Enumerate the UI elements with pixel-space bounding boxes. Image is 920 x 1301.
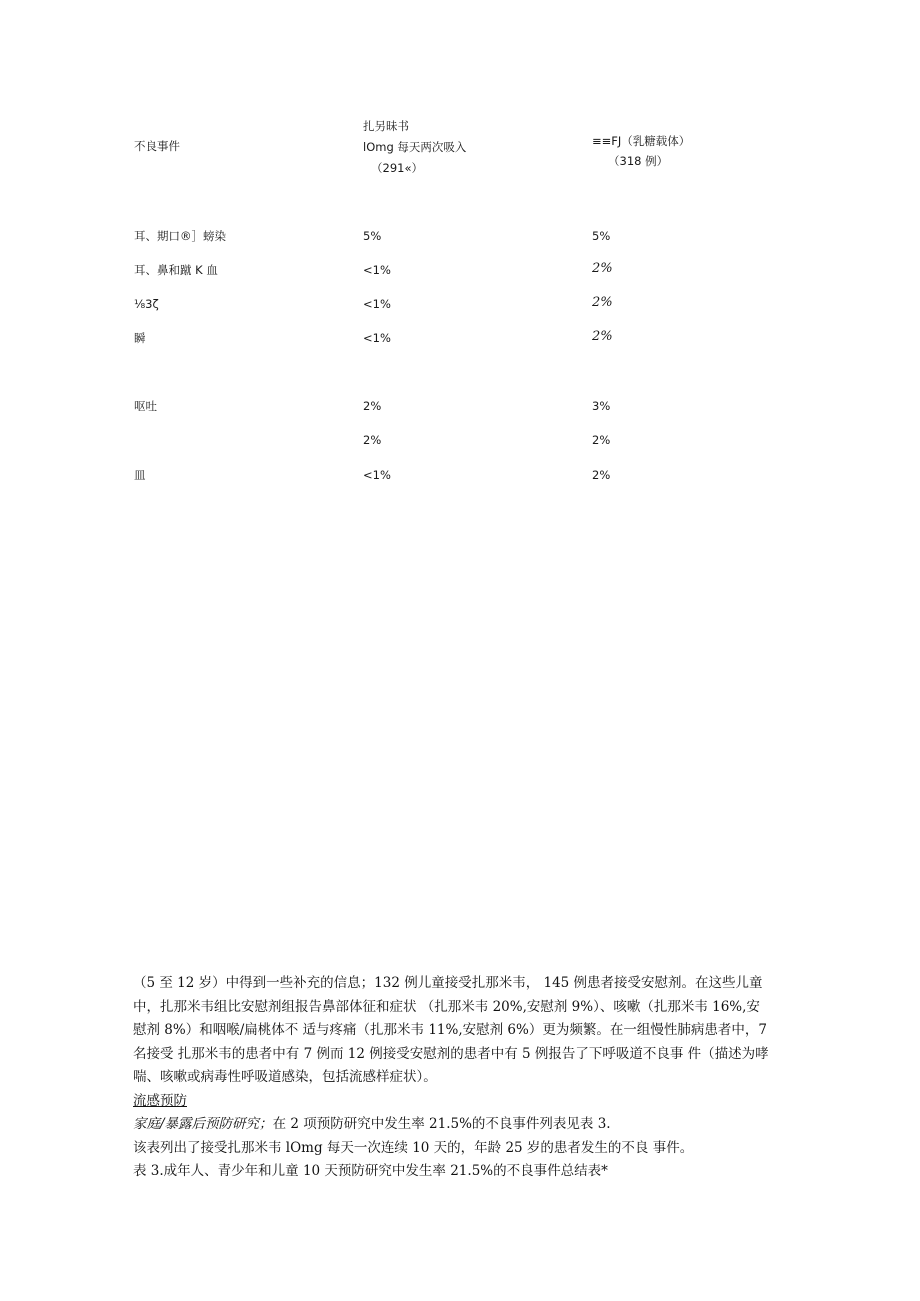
table-row-drug-value: <1% bbox=[363, 331, 391, 345]
paragraph-line: 名接受 扎那米韦的患者中有 7 例而 12 例接受安慰剂的患者中有 5 例报告了下呼吸道不良事 件（描述为哮 bbox=[133, 1045, 769, 1062]
table-row-drug-value: 5% bbox=[363, 229, 382, 243]
table-row-placebo-value: 2% bbox=[592, 329, 613, 344]
table-row-label: 耳、期口®］螃染 bbox=[134, 229, 226, 243]
paragraph-line: （5 至 12 岁）中得到一些补充的信息；132 例儿童接受扎那米韦， 145 例患者接受安慰剂。在这些儿童 bbox=[133, 975, 763, 991]
table-row-placebo-value: 5% bbox=[592, 229, 611, 243]
study-description-rest: 在 2 项预防研究中发生率 21.5%的不良事件列表见表 3. bbox=[272, 1116, 611, 1132]
table-row-label: 耳、鼻和蹴 K 血 bbox=[134, 263, 218, 277]
table-header-drug-line3: （291«） bbox=[371, 161, 423, 175]
table-row-drug-value: 2% bbox=[363, 399, 382, 413]
study-italic-lead: 家庭/暴露后预防研究； bbox=[133, 1116, 273, 1132]
table-row-placebo-value: 2% bbox=[592, 433, 611, 447]
paragraph-line: 中，扎那米韦组比安慰剂组报告鼻部体征和症状 （扎那米韦 20%,安慰剂 9%）、咳嗽（扎那米韦 16%,安 bbox=[133, 998, 760, 1015]
table-row-drug-value: <1% bbox=[363, 297, 391, 311]
table-header-drug-group bbox=[363, 116, 466, 179]
table-row-label: 瞬 bbox=[134, 331, 146, 345]
section-heading: 流感预防 bbox=[133, 1092, 187, 1109]
paragraph-line: 喘、咳嗽或病毒性呼吸道感染，包括流感样症状）。 bbox=[133, 1069, 437, 1085]
table-row-drug-value: <1% bbox=[363, 263, 391, 277]
table-row-label: 皿 bbox=[134, 468, 146, 482]
table-row-label: 呕吐 bbox=[134, 399, 157, 413]
table-row-label: ⅛3ζ bbox=[134, 297, 159, 311]
table-header-drug-line1: 扎另昧书 bbox=[363, 119, 409, 133]
study-description-line bbox=[133, 1113, 823, 1137]
body-text bbox=[133, 972, 823, 1184]
table-row-placebo-value: 3% bbox=[592, 399, 611, 413]
table-header-adverse-event: 不良事件 bbox=[134, 139, 180, 153]
table-description-line: 该表列出了接受扎那米韦 lOmg 每天一次连续 10 天的，年龄 25 岁的患者发生的不良 事件。 bbox=[133, 1139, 694, 1156]
table-header-drug-line2: lOmg 每天两次吸入 bbox=[363, 140, 467, 154]
table3-title: 表 3.成年人、青少年和儿童 10 天预防研究中发生率 21.5%的不良事件总结表* bbox=[133, 1163, 608, 1179]
table-header-placebo-line1: ≡≡FJ（乳糖载体） bbox=[592, 134, 691, 148]
table-row-placebo-value: 2% bbox=[592, 261, 613, 276]
table-header-placebo-group bbox=[592, 131, 690, 171]
paragraph-line: 慰剂 8%）和咽喉/扁桃体不 适与疼痛（扎那米韦 11%,安慰剂 6%）更为频繁。在一组慢性肺病患者中，7 bbox=[133, 1022, 767, 1038]
table-row-placebo-value: 2% bbox=[592, 295, 613, 310]
table-row-placebo-value: 2% bbox=[592, 468, 611, 482]
table-header-placebo-line2: （318 例） bbox=[608, 154, 669, 168]
table-row-drug-value: 2% bbox=[363, 433, 382, 447]
table-row-drug-value: <1% bbox=[363, 468, 391, 482]
